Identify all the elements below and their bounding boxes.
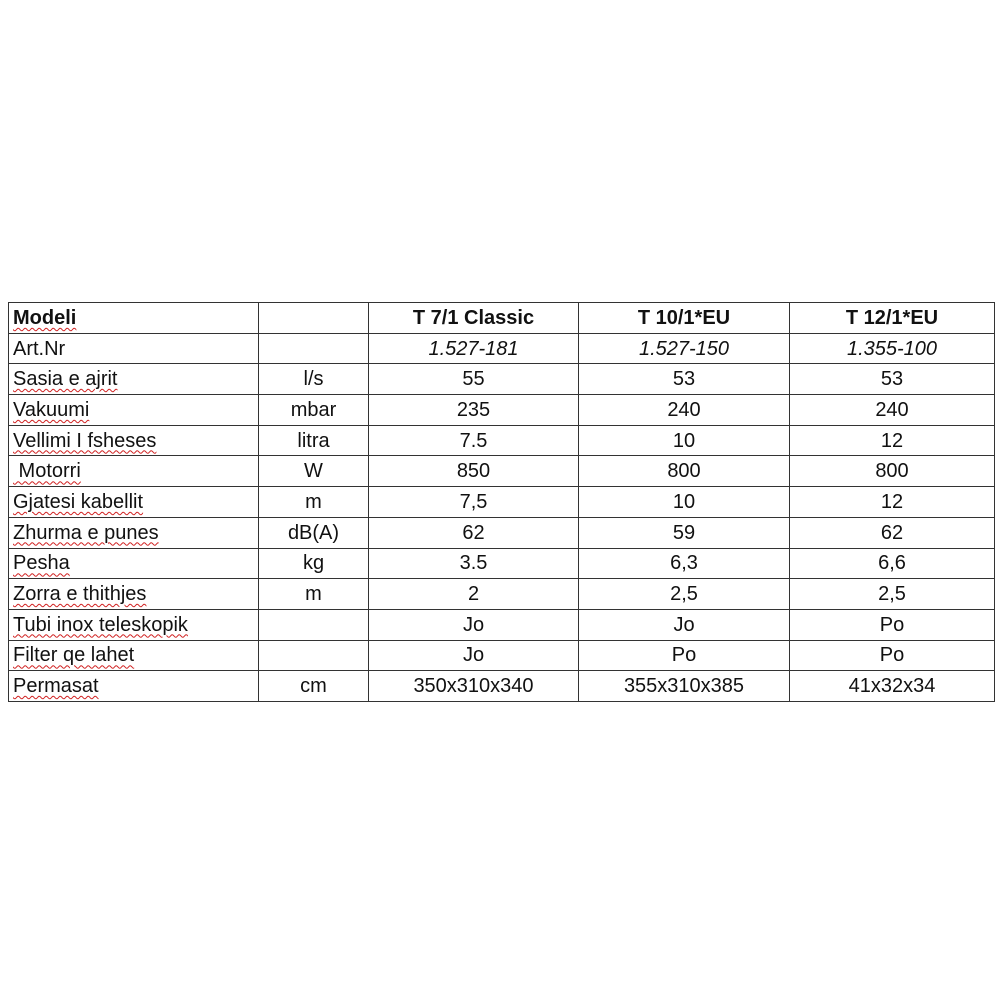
row-value-1: 62 [369, 517, 579, 548]
row-value-2: 53 [579, 364, 790, 395]
row-value-2: Jo [579, 609, 790, 640]
header-unit-cell [259, 303, 369, 334]
table-row-filter [9, 640, 995, 671]
row-label: Zhurma e punes [13, 521, 159, 544]
table-row-zhurma [9, 517, 995, 548]
row-unit: kg [259, 548, 369, 579]
row-value-2: 355x310x385 [579, 671, 790, 702]
row-value-1: 7,5 [369, 487, 579, 518]
row-label: Vellimi I fsheses [13, 429, 157, 452]
row-value-3: 240 [790, 395, 995, 426]
row-label: Zorra e thithjes [13, 583, 147, 606]
row-label: Art.Nr [9, 333, 259, 364]
table-row-motorri [9, 456, 995, 487]
row-value-1: 1.527-181 [369, 333, 579, 364]
row-value-2: 240 [579, 395, 790, 426]
row-label-cell [9, 517, 259, 548]
table-row-permasat [9, 671, 995, 702]
row-label-cell [9, 364, 259, 395]
row-value-2: 10 [579, 425, 790, 456]
header-model-1: T 7/1 Classic [369, 303, 579, 334]
row-value-1: 7.5 [369, 425, 579, 456]
row-unit: cm [259, 671, 369, 702]
row-unit: m [259, 579, 369, 610]
row-value-2: 2,5 [579, 579, 790, 610]
row-unit [259, 609, 369, 640]
header-model-3: T 12/1*EU [790, 303, 995, 334]
header-label: Modeli [13, 306, 77, 329]
row-value-2: 10 [579, 487, 790, 518]
row-label-cell [9, 395, 259, 426]
row-value-3: 1.355-100 [790, 333, 995, 364]
row-label-cell [9, 640, 259, 671]
row-value-2: Po [579, 640, 790, 671]
row-value-1: 55 [369, 364, 579, 395]
row-value-1: 3.5 [369, 548, 579, 579]
table-row-art-nr [9, 333, 995, 364]
row-value-3: 800 [790, 456, 995, 487]
table-row-tubi [9, 609, 995, 640]
row-value-3: 62 [790, 517, 995, 548]
row-value-3: 2,5 [790, 579, 995, 610]
row-label: Filter qe lahet [13, 644, 135, 667]
row-label: Pesha [13, 552, 70, 575]
table-row-pesha [9, 548, 995, 579]
row-value-2: 800 [579, 456, 790, 487]
row-value-1: 350x310x340 [369, 671, 579, 702]
row-unit: l/s [259, 364, 369, 395]
row-value-2: 6,3 [579, 548, 790, 579]
row-label-cell [9, 425, 259, 456]
row-unit: dB(A) [259, 517, 369, 548]
row-value-3: Po [790, 609, 995, 640]
row-label: Motorri [13, 460, 81, 483]
table-row-vakuumi [9, 395, 995, 426]
table-row-gjatesi [9, 487, 995, 518]
row-value-1: 235 [369, 395, 579, 426]
row-label-cell [9, 671, 259, 702]
row-label-cell [9, 579, 259, 610]
row-value-1: 850 [369, 456, 579, 487]
row-label: Gjatesi kabellit [13, 490, 144, 513]
table-row-vellimi [9, 425, 995, 456]
row-label: Sasia e ajrit [13, 368, 118, 391]
row-unit [259, 333, 369, 364]
row-value-2: 1.527-150 [579, 333, 790, 364]
row-value-3: 6,6 [790, 548, 995, 579]
row-label-cell [9, 456, 259, 487]
row-value-3: 41x32x34 [790, 671, 995, 702]
row-unit: m [259, 487, 369, 518]
row-value-1: Jo [369, 640, 579, 671]
table-row-sasia [9, 364, 995, 395]
row-label-cell [9, 609, 259, 640]
row-value-2: 59 [579, 517, 790, 548]
row-label-cell [9, 548, 259, 579]
header-model-2: T 10/1*EU [579, 303, 790, 334]
row-value-3: 53 [790, 364, 995, 395]
row-value-3: 12 [790, 425, 995, 456]
row-value-3: Po [790, 640, 995, 671]
row-label: Tubi inox teleskopik [13, 613, 188, 636]
row-label-cell [9, 487, 259, 518]
row-label: Permasat [13, 675, 99, 698]
row-unit: mbar [259, 395, 369, 426]
row-value-1: Jo [369, 609, 579, 640]
row-unit: litra [259, 425, 369, 456]
row-label: Vakuumi [13, 398, 90, 421]
row-value-1: 2 [369, 579, 579, 610]
header-label-cell [9, 303, 259, 334]
table-row-zorra [9, 579, 995, 610]
header-row [9, 303, 995, 334]
row-value-3: 12 [790, 487, 995, 518]
row-unit: W [259, 456, 369, 487]
spec-table [8, 302, 995, 702]
row-unit [259, 640, 369, 671]
